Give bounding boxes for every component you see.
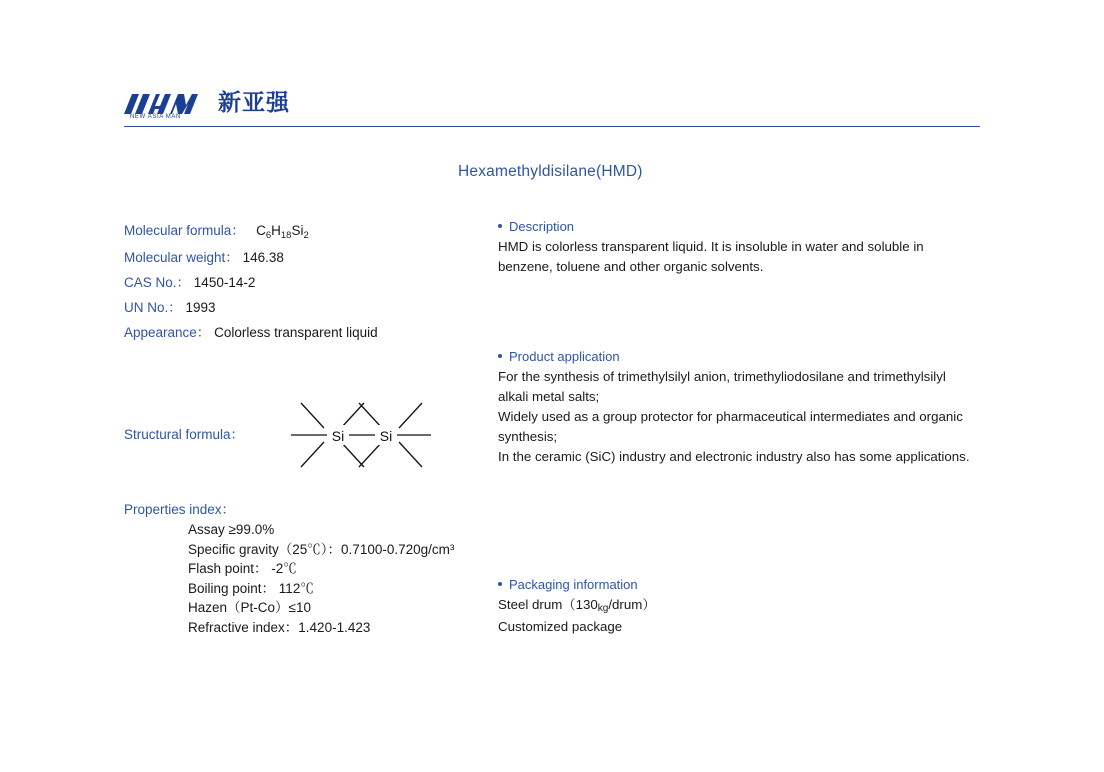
bullet-icon: [498, 354, 502, 358]
left-properties-column: [124, 218, 484, 345]
paragraph: For the synthesis of trimethylsilyl anion, trimethyliodosilane and trimethylsilyl alkali metal salts;: [498, 369, 946, 404]
list-item: Flash point： -2℃: [188, 561, 297, 576]
nam-logo-icon: [124, 90, 212, 120]
property-row-un-no: [124, 295, 484, 320]
property-row-molecular-weight: [124, 245, 484, 270]
property-value: 1993: [185, 300, 216, 315]
section-heading-description: [498, 219, 978, 234]
paragraph: HMD is colorless transparent liquid. It is insoluble in water and soluble in benzene, toluene and other organic solvents.: [498, 239, 924, 274]
property-label: UN No.：: [124, 300, 182, 315]
property-row-cas-no: [124, 270, 484, 295]
logo-chinese-name: 新亚强: [218, 90, 290, 116]
property-value: 1450-14-2: [193, 275, 256, 290]
properties-index-block: [124, 498, 524, 637]
list-item: Hazen（Pt-Co）≤10: [188, 600, 311, 615]
structure-diagram: [279, 395, 479, 475]
properties-index-title: Properties index：: [124, 502, 236, 517]
bullet-icon: [498, 582, 502, 586]
property-label: Appearance：: [124, 325, 211, 340]
header-divider: [124, 126, 980, 127]
svg-text:Si: Si: [379, 428, 393, 444]
paragraph: Widely used as a group protector for pharmaceutical intermediates and organic synthesis;: [498, 409, 963, 444]
list-item: Boiling point： 112℃: [188, 580, 314, 596]
packaging-line-steel-drum: [498, 595, 978, 617]
structural-formula-label: Structural formula：: [124, 427, 245, 442]
property-value: $C_6H_{18}Si_2$: [248, 223, 309, 241]
property-label: CAS No.：: [124, 275, 191, 290]
list-item: Specific gravity（25℃）：0.7100-0.720g/cm³: [188, 541, 455, 557]
page-title: Hexamethyldisilane(HMD): [458, 163, 643, 180]
packaging-prefix: Steel drum（130: [498, 597, 598, 612]
section-heading-label: Description: [509, 219, 575, 234]
company-logo: [124, 90, 290, 120]
property-label: Molecular formula：: [124, 223, 245, 238]
property-label: Molecular weight：: [124, 250, 239, 265]
section-heading-label: Product application: [509, 349, 620, 364]
section-heading-packaging: [498, 577, 978, 592]
right-content-column: [498, 219, 978, 659]
section-heading-label: Packaging information: [509, 577, 638, 592]
property-value: Colorless transparent liquid: [214, 325, 378, 340]
page-header: [124, 90, 980, 132]
section-description: [498, 219, 978, 277]
property-value: 146.38: [242, 250, 284, 265]
properties-index-list: [124, 520, 524, 637]
section-body-application: [498, 367, 978, 467]
section-body-description: [498, 237, 978, 277]
property-row-molecular-formula: [124, 218, 484, 245]
packaging-suffix: /drum）: [608, 597, 656, 612]
section-heading-application: [498, 349, 978, 364]
packaging-unit: kg: [597, 603, 609, 614]
svg-text:Si: Si: [331, 428, 345, 444]
bullet-icon: [498, 224, 502, 228]
list-item: Refractive index：1.420-1.423: [188, 619, 371, 635]
packaging-line-customized: Customized package: [498, 619, 623, 634]
section-packaging-information: [498, 577, 978, 637]
logo-subtext: NEW ASIA MAN: [130, 114, 181, 120]
section-product-application: [498, 349, 978, 467]
structural-formula-block: [124, 395, 484, 475]
property-row-appearance: [124, 320, 484, 345]
paragraph: In the ceramic (SiC) industry and electronic industry also has some applications.: [498, 449, 970, 464]
section-body-packaging: [498, 595, 978, 637]
list-item: Assay ≥99.0%: [188, 522, 275, 537]
